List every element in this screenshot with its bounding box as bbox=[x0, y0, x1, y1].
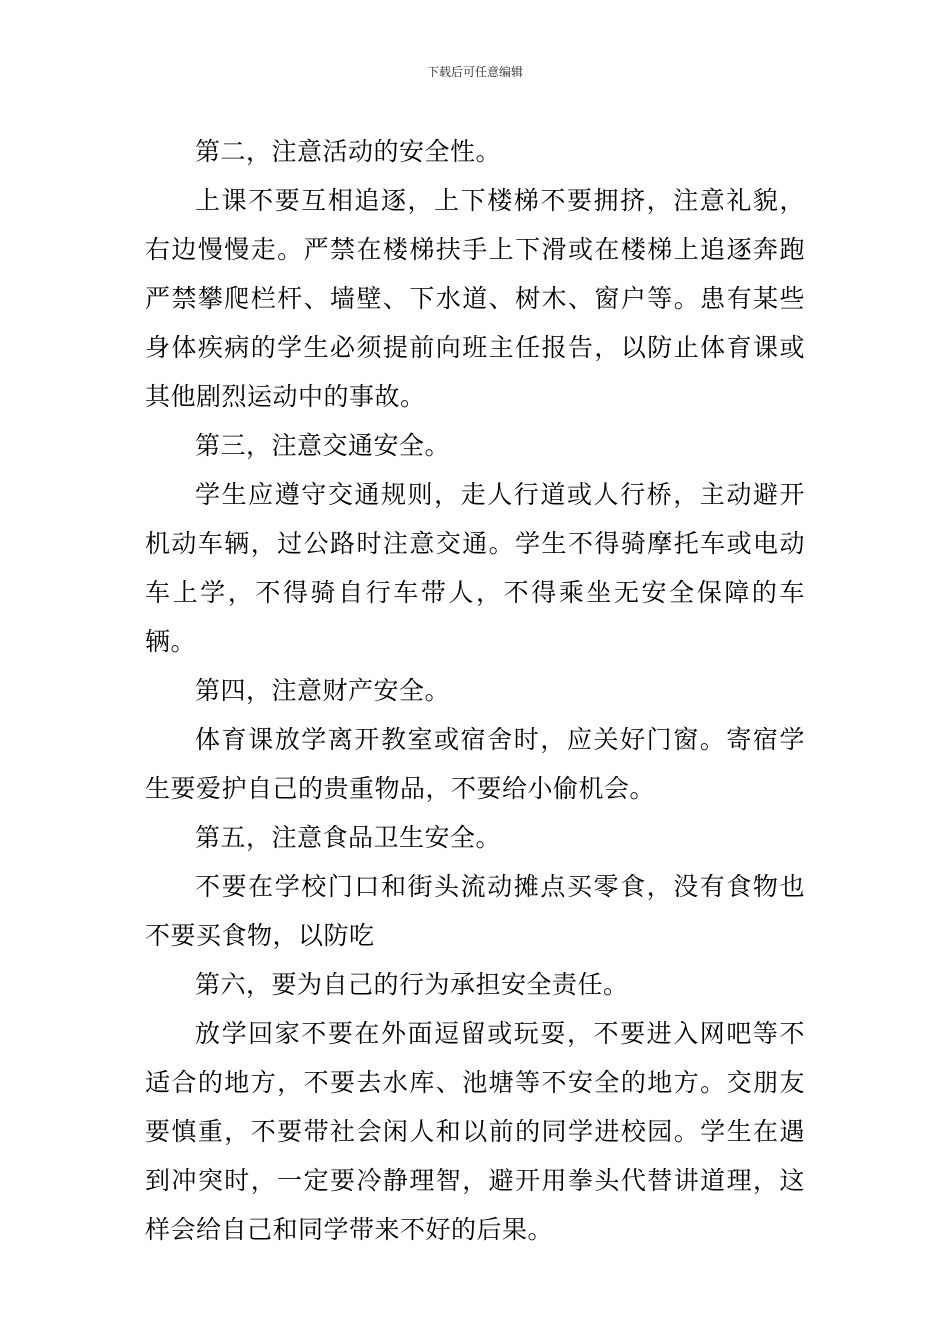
section-heading-6: 第六，要为自己的行为承担安全责任。 bbox=[195, 970, 629, 999]
paragraph-property-safety: 体育课放学离开教室或宿舍时，应关好门窗。寄宿学生要爱护自己的贵重物品，不要给小偷机会。 bbox=[145, 725, 805, 803]
section-heading-2: 第二，注意活动的安全性。 bbox=[195, 137, 502, 166]
section-heading-4: 第四，注意财产安全。 bbox=[195, 676, 451, 705]
section-heading-5: 第五，注意食品卫生安全。 bbox=[195, 823, 502, 852]
page-header: 下载后可任意编辑 bbox=[426, 65, 523, 79]
paragraph-activity-safety: 上课不要互相追逐，上下楼梯不要拥挤，注意礼貌，右边慢慢走。严禁在楼梯扶手上下滑或在楼梯上追逐奔跑严禁攀爬栏杆、墙壁、下水道、树木、窗户等。患有某些身体疾病的学生必须提前向班主任报告，以防止体育课或其他剧烈运动中的事故。 bbox=[145, 186, 805, 411]
document-body bbox=[145, 127, 805, 1254]
paragraph-traffic-safety: 学生应遵守交通规则，走人行道或人行桥，主动避开机动车辆，过公路时注意交通。学生不得骑摩托车或电动车上学，不得骑自行车带人，不得乘坐无安全保障的车辆。 bbox=[145, 480, 805, 656]
paragraph-responsibility: 放学回家不要在外面逗留或玩耍，不要进入网吧等不适合的地方，不要去水库、池塘等不安全的地方。交朋友要慎重，不要带社会闲人和以前的同学进校园。学生在遇到冲突时，一定要冷静理智，避开用拳头代替讲道理，这样会给自己和同学带来不好的后果。 bbox=[145, 1019, 805, 1244]
section-heading-3: 第三，注意交通安全。 bbox=[195, 431, 451, 460]
paragraph-food-safety: 不要在学校门口和街头流动摊点买零食，没有食物也不要买食物，以防吃 bbox=[145, 872, 805, 950]
